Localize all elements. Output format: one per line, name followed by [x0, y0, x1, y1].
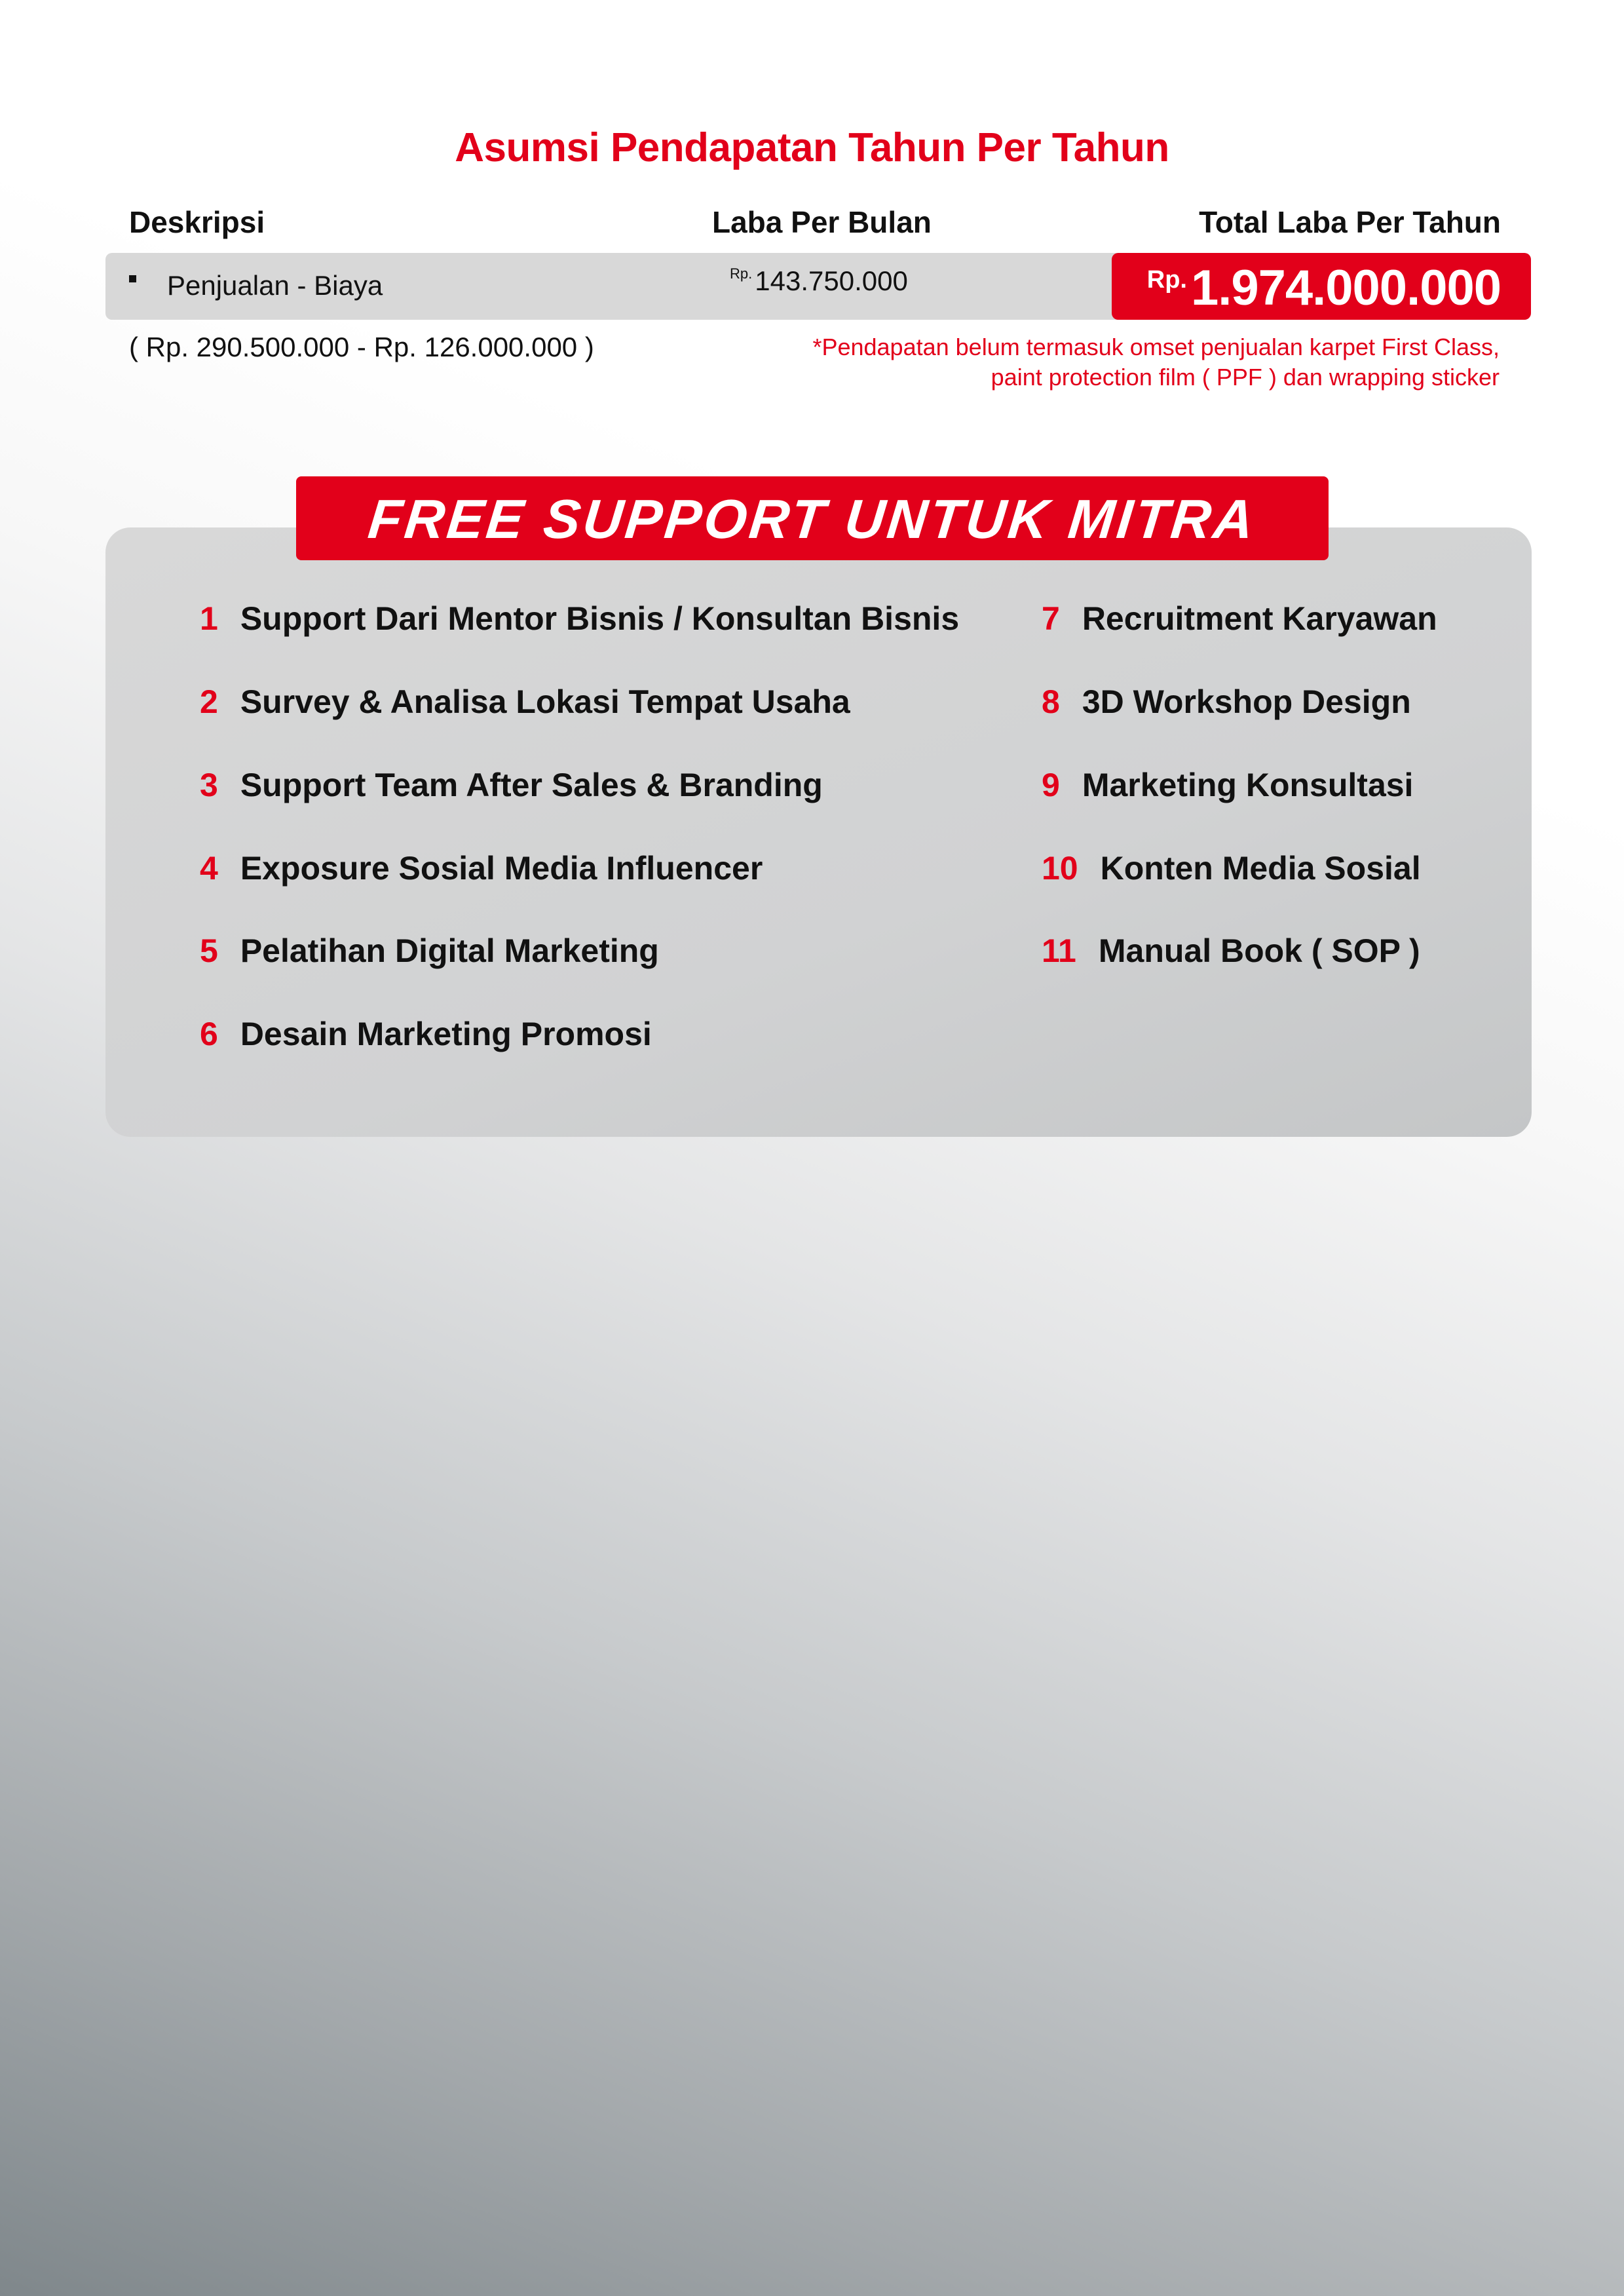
disclaimer-line-2: paint protection film ( PPF ) dan wrapping sticker	[991, 364, 1500, 391]
support-item-label: Pelatihan Digital Marketing	[240, 932, 659, 969]
income-row-label: Penjualan - Biaya	[167, 270, 383, 301]
header-monthly-profit: Laba Per Bulan	[712, 205, 932, 239]
support-item-label: Desain Marketing Promosi	[240, 1016, 652, 1052]
support-item-number: 3	[200, 767, 218, 803]
support-item	[1042, 683, 1411, 721]
support-item	[200, 849, 763, 887]
income-disclaimer	[713, 332, 1500, 392]
yearly-total-badge	[1112, 253, 1531, 320]
support-item	[1042, 766, 1413, 804]
support-item-number: 6	[200, 1016, 218, 1052]
yearly-currency: Rp.	[1146, 266, 1187, 294]
support-item-label: Konten Media Sosial	[1100, 850, 1421, 887]
support-item	[1042, 932, 1420, 970]
support-banner-title: FREE SUPPORT UNTUK MITRA	[365, 488, 1260, 550]
header-description: Deskripsi	[129, 205, 265, 239]
support-item-number: 9	[1042, 767, 1060, 803]
monthly-profit-value	[730, 265, 908, 297]
support-item-number: 7	[1042, 600, 1060, 637]
support-item-label: Support Dari Mentor Bisnis / Konsultan Bisnis	[240, 600, 960, 637]
support-item-number: 1	[200, 600, 218, 637]
support-item	[200, 766, 823, 804]
support-item-number: 2	[200, 683, 218, 720]
support-item-label: Marketing Konsultasi	[1082, 767, 1414, 803]
support-item-label: Support Team After Sales & Branding	[240, 767, 823, 803]
support-item-label: 3D Workshop Design	[1082, 683, 1411, 720]
support-item-number: 11	[1042, 932, 1076, 969]
disclaimer-line-1: *Pendapatan belum termasuk omset penjualan karpet First Class,	[812, 334, 1500, 360]
monthly-amount: 143.750.000	[755, 265, 908, 296]
support-item	[200, 932, 659, 970]
monthly-currency: Rp.	[730, 265, 753, 282]
header-yearly-profit: Total Laba Per Tahun	[1199, 205, 1501, 239]
support-item-label: Survey & Analisa Lokasi Tempat Usaha	[240, 683, 850, 720]
support-item	[1042, 849, 1421, 887]
income-section-title: Asumsi Pendapatan Tahun Per Tahun	[455, 125, 1169, 170]
support-item	[1042, 600, 1437, 638]
support-item-number: 5	[200, 932, 218, 969]
yearly-amount: 1.974.000.000	[1190, 260, 1501, 316]
support-item-number: 4	[200, 850, 218, 887]
support-item-label: Exposure Sosial Media Influencer	[240, 850, 763, 887]
support-item	[200, 683, 850, 721]
support-item	[200, 600, 959, 638]
support-banner	[296, 476, 1329, 560]
support-item-number: 10	[1042, 850, 1078, 887]
support-item-number: 8	[1042, 683, 1060, 720]
calculation-range-note: ( Rp. 290.500.000 - Rp. 126.000.000 )	[129, 332, 594, 362]
support-item	[200, 1015, 652, 1053]
support-item-label: Recruitment Karyawan	[1082, 600, 1437, 637]
bullet-icon	[129, 275, 136, 282]
support-item-label: Manual Book ( SOP )	[1098, 932, 1420, 969]
